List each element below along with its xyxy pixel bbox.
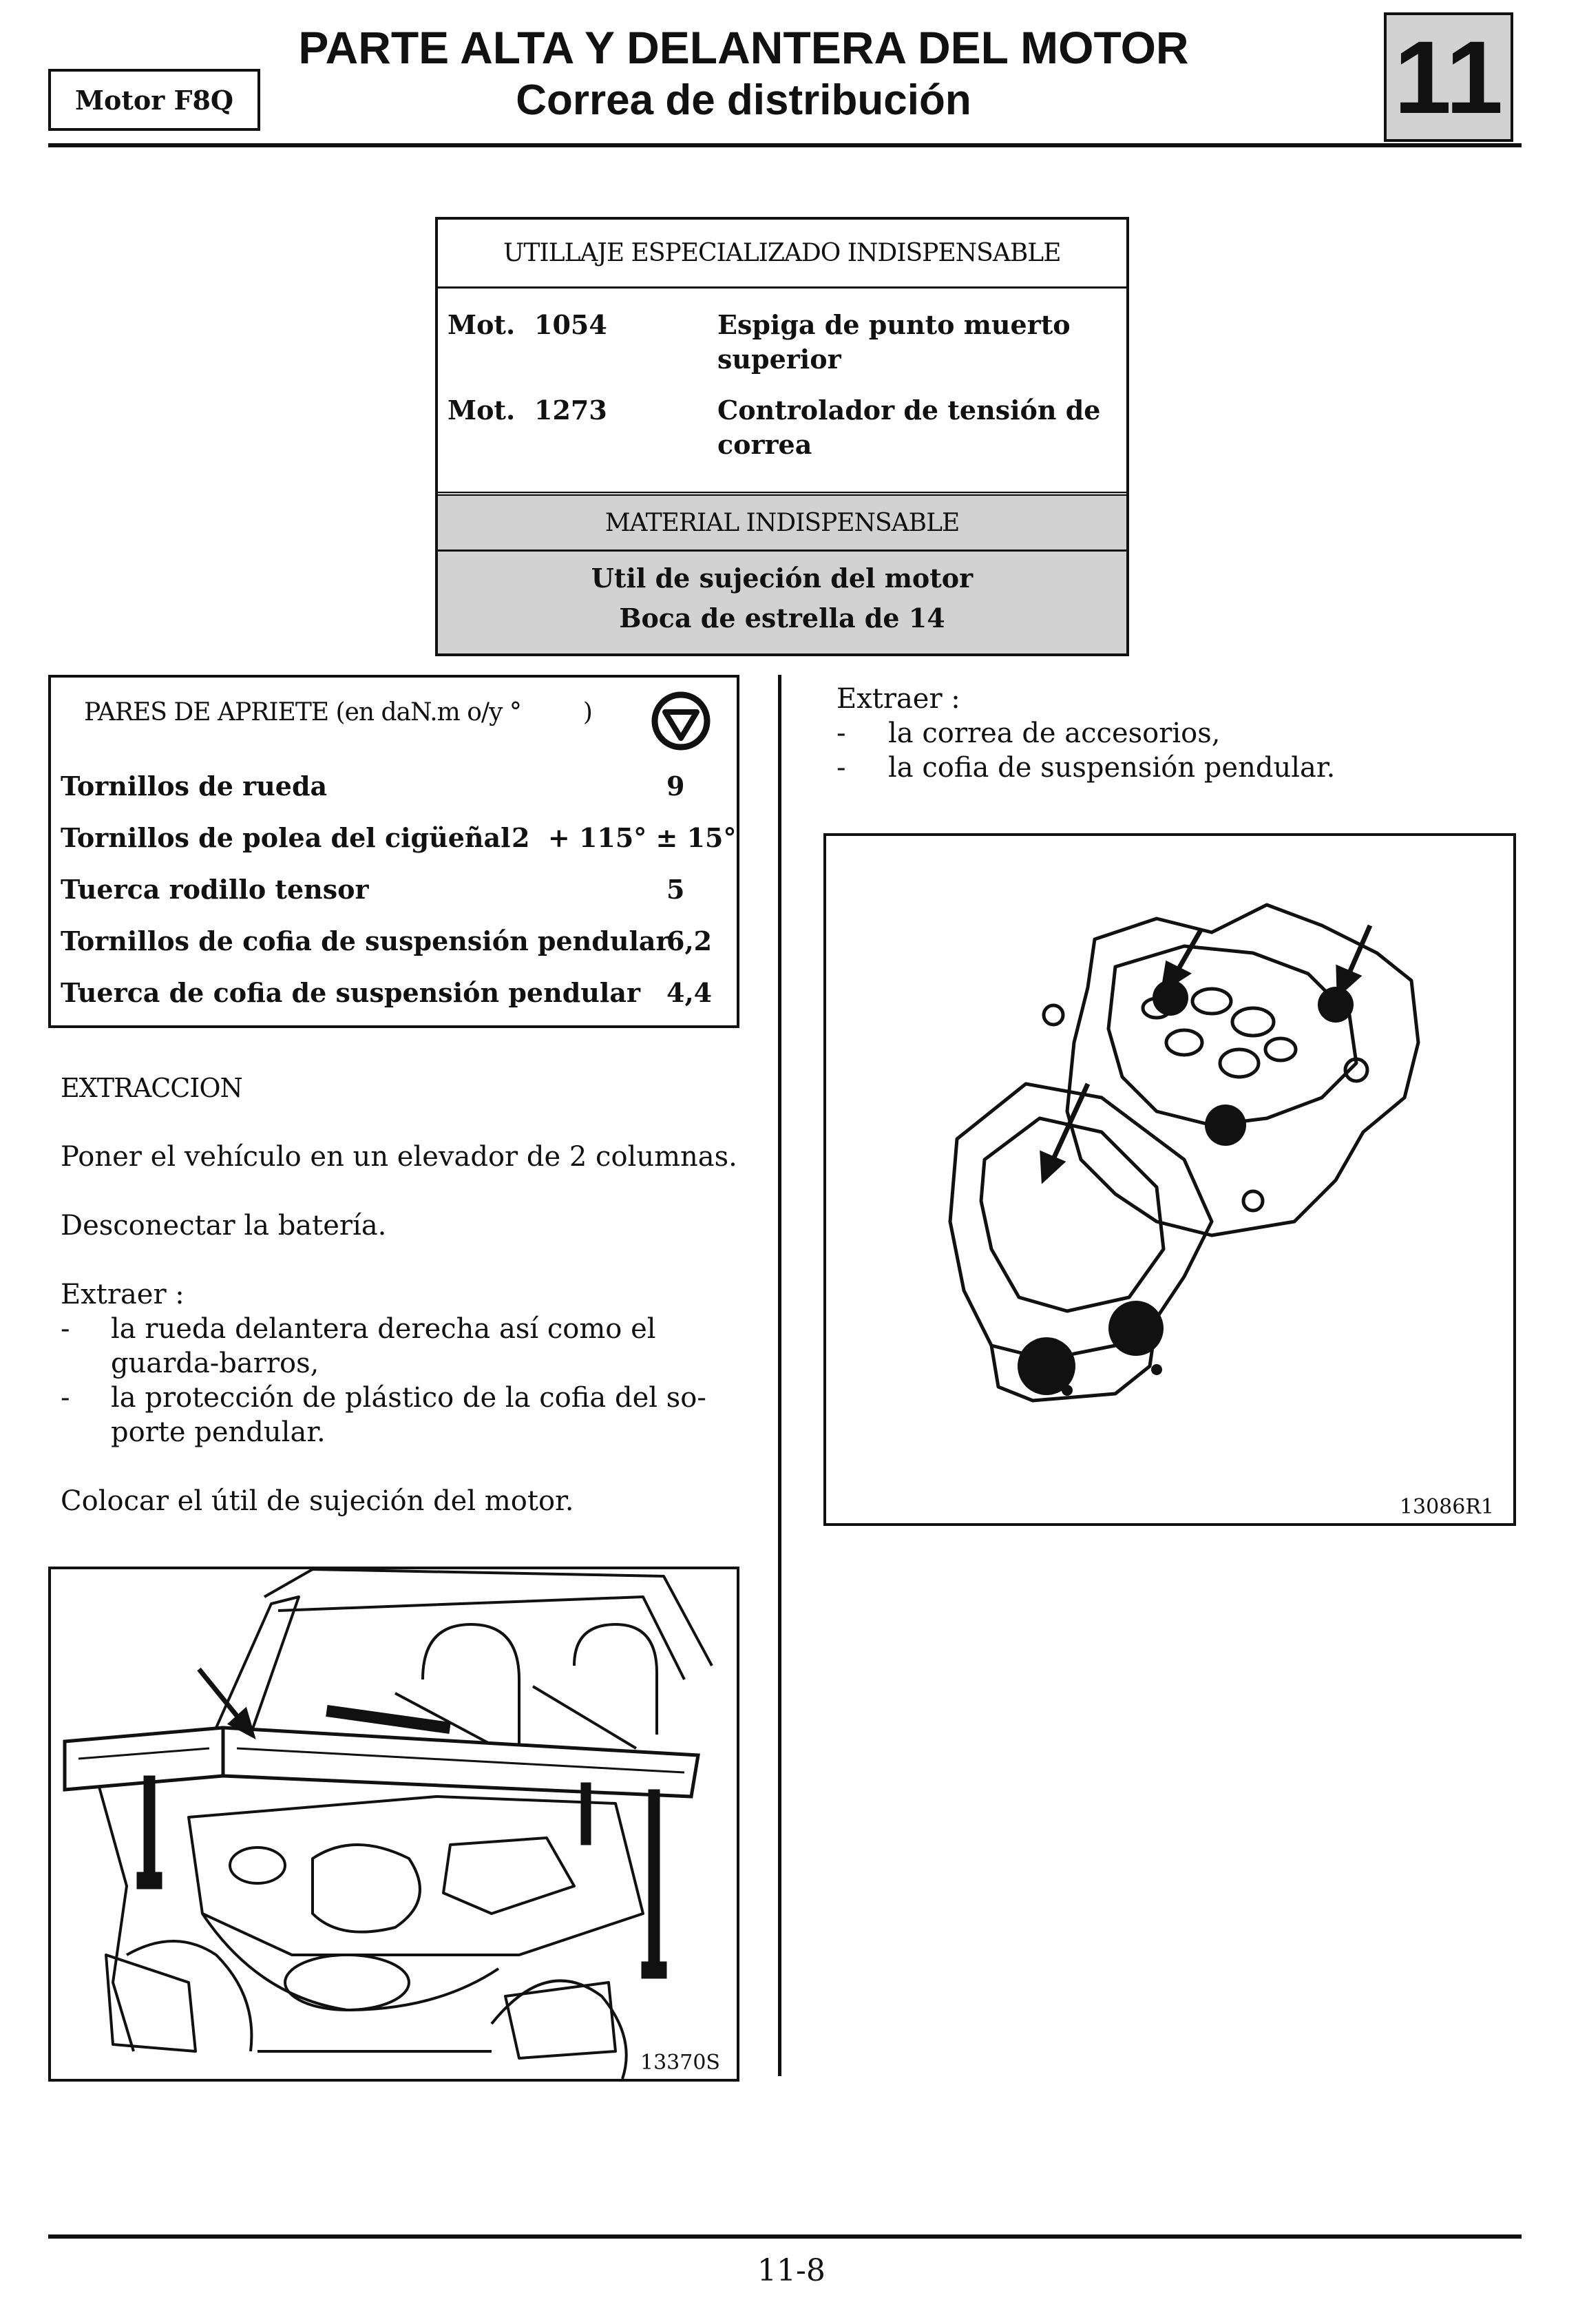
paragraph: Extraer :	[837, 683, 960, 715]
chapter-number-badge: 11	[1384, 12, 1513, 142]
page-title	[262, 21, 1225, 127]
engine-model-label: Motor F8Q	[48, 69, 260, 131]
torque-row	[61, 771, 722, 802]
special-tools-box	[435, 217, 1129, 656]
figure-caption: 13086R1	[1399, 1495, 1494, 1519]
torque-wrench-icon	[650, 690, 712, 752]
torque-row	[61, 874, 722, 905]
torque-label: Tuerca de cofia de suspensión pendular	[61, 977, 640, 1008]
page-number: 11-8	[757, 2253, 825, 2288]
torque-row	[61, 977, 722, 1008]
torque-title: PARES DE APRIETE (en daN.m o/y ° )	[84, 698, 592, 726]
torque-row	[61, 925, 722, 956]
torque-label: Tuerca rodillo tensor	[61, 874, 369, 905]
page-title-line1: PARTE ALTA Y DELANTERA DEL MOTOR	[298, 22, 1189, 73]
tool-row	[448, 308, 1115, 384]
material-item: Util de sujeción del motor	[591, 563, 974, 594]
torque-value: 4,4	[666, 977, 713, 1008]
section-heading: EXTRACCION	[61, 1073, 242, 1103]
torque-label: Tornillos de rueda	[61, 771, 328, 802]
paragraph: Desconectar la batería.	[61, 1210, 387, 1242]
paragraph: Colocar el útil de sujeción del motor.	[61, 1485, 574, 1517]
tool-desc: Controlador de tensión de correa	[717, 395, 1101, 460]
torque-value: 6,2	[666, 925, 713, 956]
paragraph: Poner el vehículo en un elevador de 2 columnas.	[61, 1141, 737, 1173]
material-item: Boca de estrella de 14	[619, 603, 945, 634]
torque-value: 5	[666, 874, 685, 905]
header-rule	[48, 143, 1522, 147]
special-tools-title: UTILLAJE ESPECIALIZADO INDISPENSABLE	[438, 220, 1126, 289]
tool-desc: Espiga de punto muerto superior	[717, 309, 1071, 375]
material-title: MATERIAL INDISPENSABLE	[438, 496, 1126, 552]
column-divider	[778, 675, 781, 2076]
torque-row	[61, 822, 737, 853]
torque-box	[48, 675, 739, 1028]
footer-rule	[48, 2234, 1522, 2239]
torque-label: Tornillos de polea del cigüeñal	[61, 822, 511, 853]
torque-value: 2 + 115° ± 15°	[512, 822, 737, 853]
tool-ref: 1054	[534, 309, 607, 340]
torque-label: Tornillos de cofia de suspensión pendular	[61, 925, 670, 956]
engine-mount-illustration	[826, 836, 1513, 1523]
tool-prefix: Mot.	[448, 395, 516, 426]
vehicle-front-illustration	[51, 1569, 737, 2079]
tool-row	[448, 393, 1115, 469]
material-section	[438, 492, 1126, 653]
figure-engine-mount	[823, 833, 1516, 1526]
figure-engine-support-tool	[48, 1567, 739, 2082]
tool-ref: 1273	[534, 395, 607, 426]
torque-value: 9	[666, 771, 685, 802]
page-title-line2: Correa de distribución	[516, 76, 971, 124]
paragraph: Extraer :	[61, 1279, 185, 1310]
tool-prefix: Mot.	[448, 309, 516, 340]
figure-caption: 13370S	[640, 2051, 720, 2075]
